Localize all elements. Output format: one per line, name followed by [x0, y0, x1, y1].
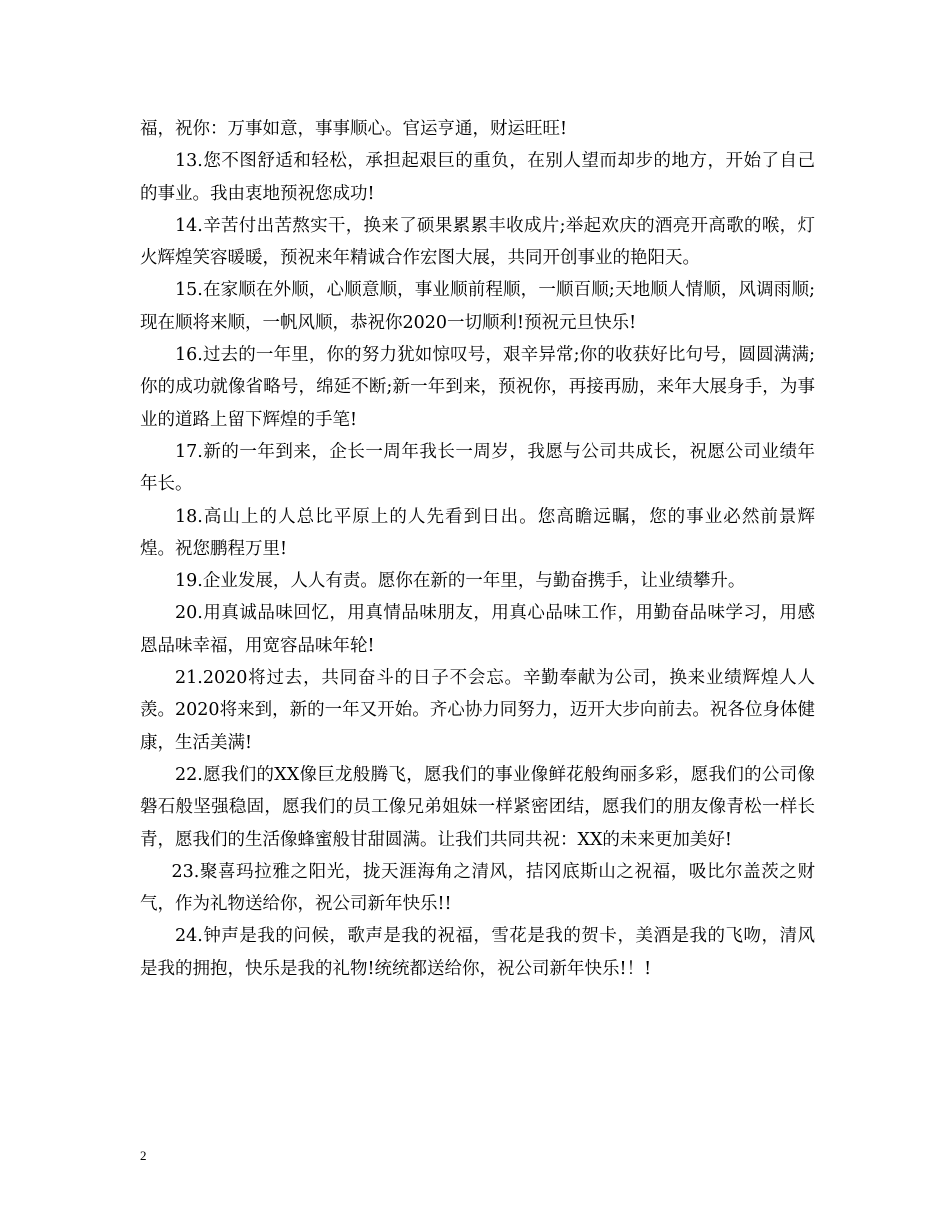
paragraph-15: 15.在家顺在外顺，心顺意顺，事业顺前程顺，一顺百顺;天地顺人情顺，风调雨顺;现在顺将来顺，一帆风顺，恭祝你2020一切顺利!预祝元旦快乐!: [140, 280, 815, 333]
paragraph-23: 23.聚喜玛拉雅之阳光，拢天涯海角之清风，拮冈底斯山之祝福，吸比尔盖茨之财气，作为礼物送给你，祝公司新年快乐!!: [140, 861, 815, 915]
paragraph-18: 18.高山上的人总比平原上的人先看到日出。您高瞻远瞩，您的事业必然前景辉煌。祝您鹏程万里!: [140, 506, 815, 559]
paragraph-24: 24.钟声是我的问候，歌声是我的祝福，雪花是我的贺卡，美酒是我的飞吻，清风是我的拥抱，快乐是我的礼物!统统都送给你，祝公司新年快乐!！!: [140, 926, 815, 979]
paragraph-13: 13.您不图舒适和轻松，承担起艰巨的重负，在别人望而却步的地方，开始了自己的事业。我由衷地预祝您成功!: [140, 151, 815, 204]
paragraph-20: 20.用真诚品味回忆，用真情品味朋友，用真心品味工作，用勤奋品味学习，用感恩品味幸福，用宽容品味年轮!: [140, 603, 815, 656]
paragraph-14: 14.辛苦付出苦熬实干，换来了硕果累累丰收成片;举起欢庆的酒亮开高歌的喉，灯火辉煌笑容暖暖，预祝来年精诚合作宏图大展，共同开创事业的艳阳天。: [140, 215, 815, 269]
document-body: [140, 113, 815, 985]
paragraph-21: 21.2020将过去，共同奋斗的日子不会忘。辛勤奉献为公司，换来业绩辉煌人人羡。2020将来到，新的一年又开始。齐心协力同努力，迈开大步向前去。祝各位身体健康，生活美满!: [140, 668, 815, 753]
page-number: 2: [140, 1148, 147, 1163]
paragraph-17: 17.新的一年到来，企长一周年我长一周岁，我愿与公司共成长，祝愿公司业绩年年长。: [140, 441, 815, 495]
paragraph-22: 22.愿我们的XX像巨龙般腾飞，愿我们的事业像鲜花般绚丽多彩，愿我们的公司像磐石般坚强稳固，愿我们的员工像兄弟姐妹一样紧密团结，愿我们的朋友像青松一样长青，愿我们的生活像蜂蜜般甘甜圆满。让我们共同共祝：XX的未来更加美好!: [140, 764, 815, 850]
paragraph-19: 19.企业发展，人人有责。愿你在新的一年里，与勤奋携手，让业绩攀升。: [175, 571, 746, 592]
paragraph-16: 16.过去的一年里，你的努力犹如惊叹号，艰辛异常;你的收获好比句号，圆圆满满;你的成功就像省略号，绵延不断;新一年到来，预祝你，再接再励，来年大展身手，为事业的道路上留下辉煌的手笔!: [140, 345, 815, 430]
paragraph-continuation: 福，祝你：万事如意，事事顺心。官运亨通，财运旺旺!: [140, 119, 568, 139]
